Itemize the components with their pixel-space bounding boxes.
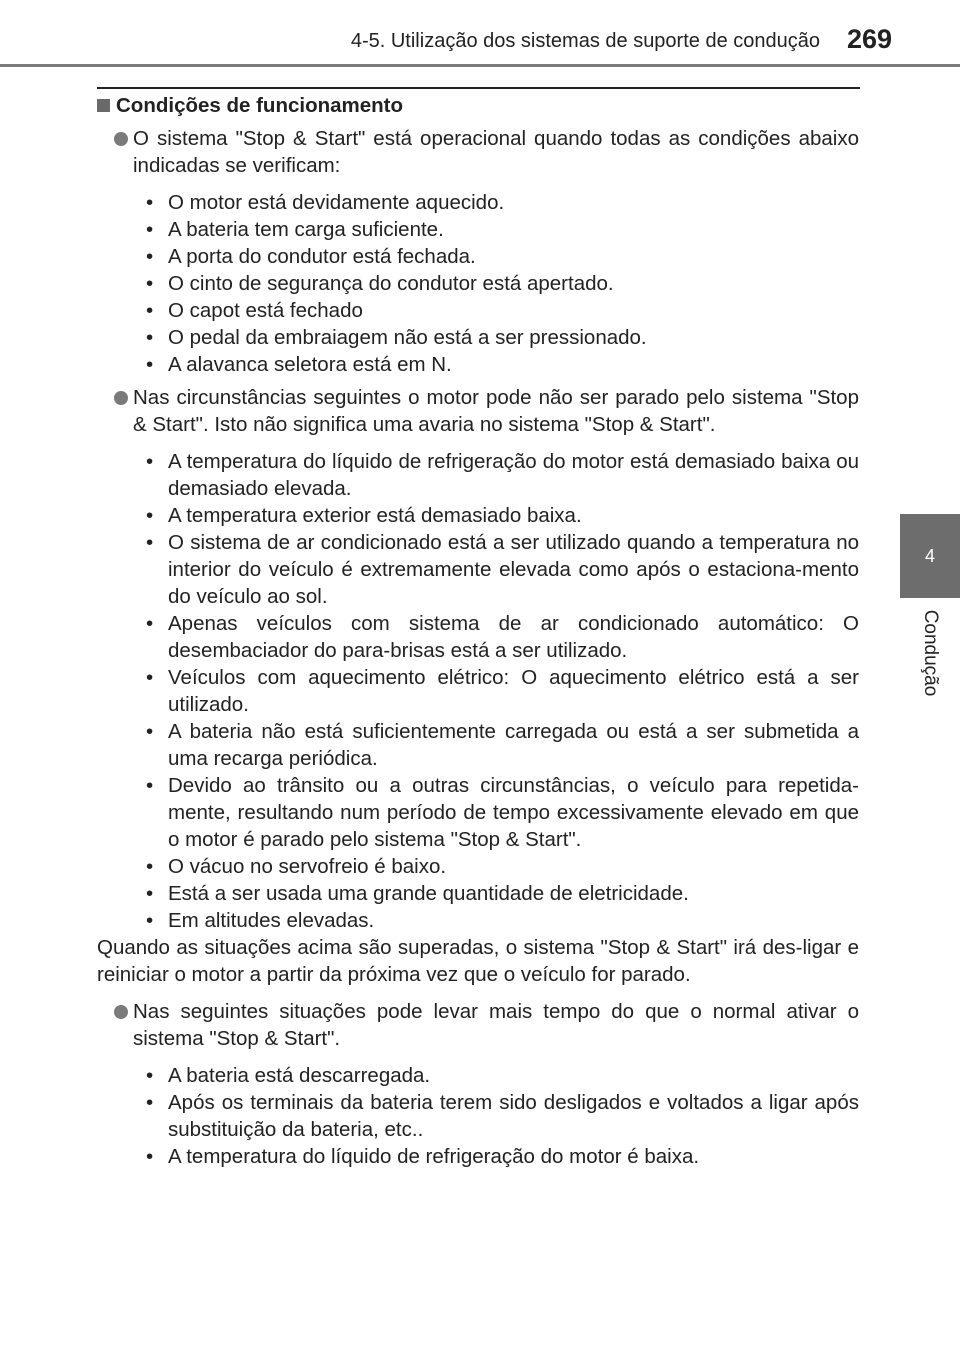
list-item-text: A bateria está descarregada. [168, 1064, 431, 1087]
list-item-text: O cinto de segurança do condutor está apertado. [168, 272, 614, 295]
list-item [97, 610, 859, 664]
bullet-icon: • [146, 720, 154, 743]
list-item-text: Devido ao trânsito ou a outras circunstâncias, o veículo para repetida-mente, resultando num período de tempo excessivamente elevado em que o motor é parado pelo sistema "Stop & Start". [168, 774, 859, 851]
list-item-text: Veículos com aquecimento elétrico: O aquecimento elétrico está a ser utilizado. [168, 666, 859, 716]
section-title: 4-5. Utilização dos sistemas de suporte de condução [350, 30, 820, 52]
bullet-icon: • [146, 909, 154, 932]
content-rule [97, 87, 860, 89]
bullet-icon: • [146, 531, 154, 554]
list-item-text: A bateria não está suficientemente carregada ou está a ser submetida a uma recarga periódica. [168, 720, 859, 770]
list-item-text: A porta do condutor está fechada. [168, 245, 476, 268]
bullet-icon: • [146, 353, 154, 376]
bullet-icon: • [146, 299, 154, 322]
list-item [97, 448, 859, 502]
list-item [97, 297, 859, 324]
bullet-icon: • [146, 450, 154, 473]
circumstances-list [97, 448, 859, 934]
list-item [97, 664, 859, 718]
square-bullet-icon [97, 99, 110, 112]
bullet-icon: • [146, 666, 154, 689]
list-item [97, 270, 859, 297]
chapter-label: Condução [920, 609, 941, 697]
list-item [97, 907, 859, 934]
chapter-number: 4 [924, 546, 935, 566]
note-text: Quando as situações acima são superadas, o sistema "Stop & Start" irá des-ligar e reiniciar o motor a partir da próxima vez que o veículo for parado. [97, 936, 859, 986]
list-item [97, 502, 859, 529]
list-item-text: A temperatura exterior está demasiado baixa. [168, 504, 582, 527]
list-item [97, 324, 859, 351]
list-item [97, 351, 859, 378]
bullet-icon: • [146, 272, 154, 295]
list-item-text: A temperatura do líquido de refrigeração do motor está demasiado baixa ou demasiado elevada. [168, 450, 859, 500]
bullet-icon: • [146, 774, 154, 797]
list-item-text: Apenas veículos com sistema de ar condicionado automático: O desembaciador do para-brisas está a ser utilizado. [168, 612, 859, 662]
list-item [97, 1089, 859, 1143]
circle-bullet-icon [114, 391, 128, 405]
list-item [97, 529, 859, 610]
bullet-icon: • [146, 612, 154, 635]
list-item [97, 853, 859, 880]
circle-bullet-icon [114, 132, 128, 146]
header-rule [0, 64, 960, 67]
list-item-text: O capot está fechado [168, 299, 363, 322]
list-item [97, 772, 859, 853]
paragraph-1 [97, 125, 859, 179]
page-header [0, 0, 960, 66]
bullet-icon: • [146, 218, 154, 241]
bullet-icon: • [146, 504, 154, 527]
list-item [97, 880, 859, 907]
paragraph-text: Nas seguintes situações pode levar mais tempo do que o normal ativar o sistema "Stop & Start". [133, 1000, 859, 1050]
list-item [97, 718, 859, 772]
circle-bullet-icon [114, 1005, 128, 1019]
list-item-text: O pedal da embraiagem não está a ser pressionado. [168, 326, 647, 349]
conditions-list [97, 189, 859, 378]
list-item-text: Após os terminais da bateria terem sido desligados e voltados a ligar após substituição da bateria, etc.. [168, 1091, 859, 1141]
list-item-text: Em altitudes elevadas. [168, 909, 375, 932]
chapter-tab [900, 514, 960, 598]
list-item [97, 1143, 859, 1170]
bullet-icon: • [146, 245, 154, 268]
list-item-text: A temperatura do líquido de refrigeração do motor é baixa. [168, 1145, 700, 1168]
paragraph-3 [97, 998, 859, 1052]
list-item-text: O sistema de ar condicionado está a ser utilizado quando a temperatura no interior do veículo é extremamente elevada como após o estaciona-mento do veículo ao sol. [168, 531, 859, 608]
bullet-icon: • [146, 191, 154, 214]
delay-situations-list [97, 1062, 859, 1170]
list-item [97, 1062, 859, 1089]
bullet-icon: • [146, 855, 154, 878]
bullet-icon: • [146, 1064, 154, 1087]
paragraph-text: O sistema "Stop & Start" está operacional quando todas as condições abaixo indicadas se verificam: [133, 127, 859, 177]
page-content [97, 92, 859, 1176]
list-item [97, 189, 859, 216]
list-item-text: O vácuo no servofreio é baixo. [168, 855, 447, 878]
list-item-text: A alavanca seletora está em N. [168, 353, 452, 376]
list-item [97, 216, 859, 243]
bullet-icon: • [146, 1145, 154, 1168]
bullet-icon: • [146, 326, 154, 349]
section-heading [97, 92, 859, 119]
list-item-text: A bateria tem carga suficiente. [168, 218, 444, 241]
paragraph-2 [97, 384, 859, 438]
heading-text: Condições de funcionamento [116, 94, 404, 117]
paragraph-text: Nas circunstâncias seguintes o motor pode não ser parado pelo sistema "Stop & Start". Isto não significa uma avaria no sistema "Stop & Start". [133, 386, 859, 436]
list-item-text: O motor está devidamente aquecido. [168, 191, 505, 214]
page-number: 269 [846, 24, 892, 54]
chapter-label-wrap [900, 598, 960, 708]
list-item [97, 243, 859, 270]
bullet-icon: • [146, 882, 154, 905]
bullet-icon: • [146, 1091, 154, 1114]
list-item-text: Está a ser usada uma grande quantidade de eletricidade. [168, 882, 689, 905]
